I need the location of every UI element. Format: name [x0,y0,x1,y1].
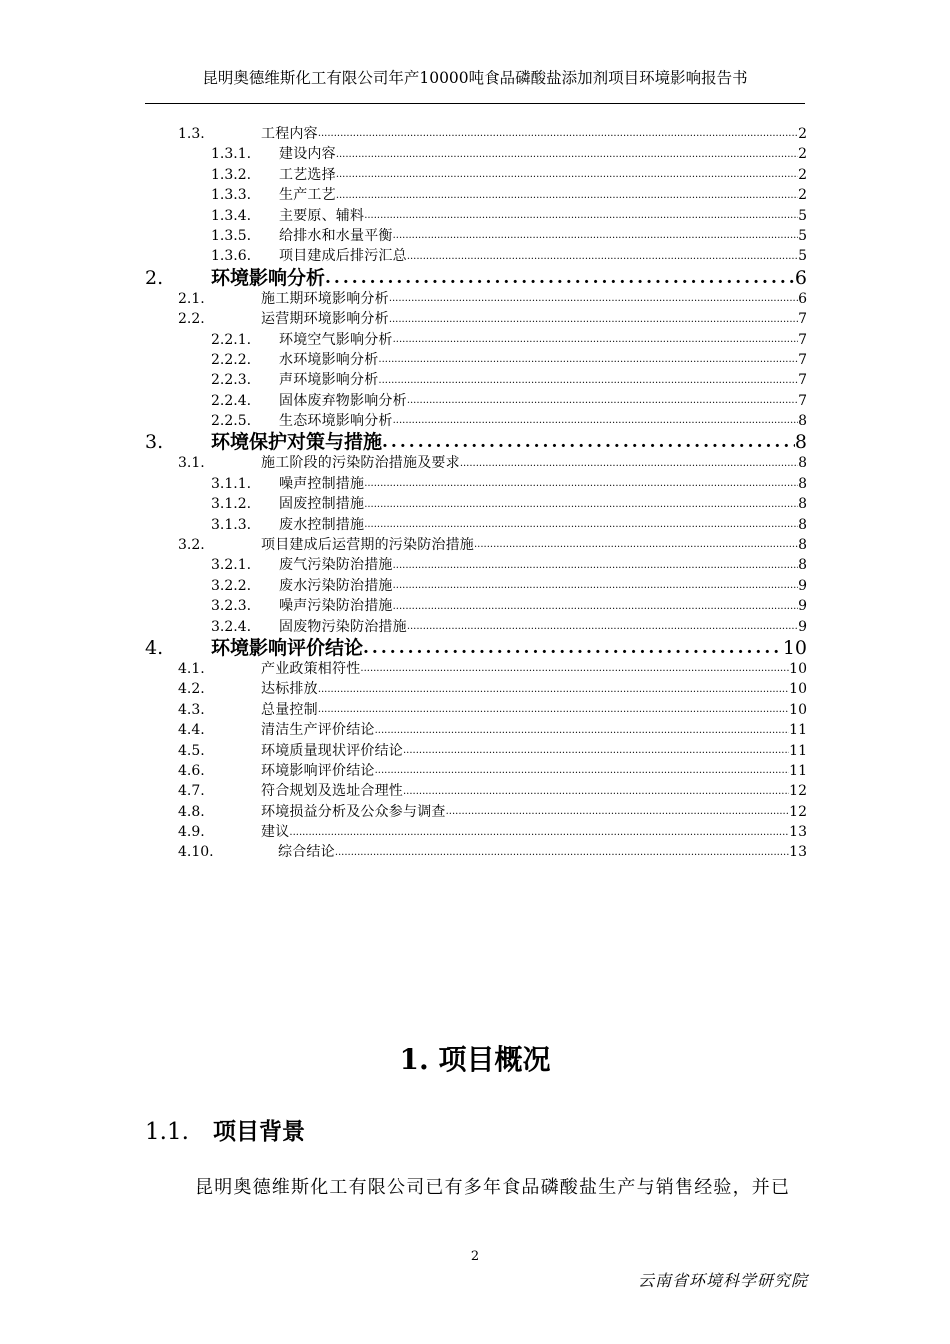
toc-dot-leader [446,805,790,822]
toc-entry-number: 2.1. [178,290,205,307]
toc-entry-number: 1.3. [178,125,205,142]
toc-entry-title: 建设内容 [279,146,336,163]
toc-entry-title: 清洁生产评价结论 [261,722,375,739]
toc-entry-number: 4.2. [178,681,205,698]
toc-entry[interactable] [145,474,807,494]
toc-entry-page: 11 [789,742,807,759]
toc-entry-number: 4.4. [178,722,205,739]
toc-entry-page: 7 [798,372,807,389]
toc-entry-title: 运营期环境影响分析 [261,311,389,328]
toc-entry-page: 10 [789,681,807,698]
toc-entry-title: 废水控制措施 [279,516,365,533]
toc-entry[interactable] [145,246,807,266]
toc-entry-title: 声环境影响分析 [279,372,379,389]
toc-entry[interactable] [145,267,807,289]
toc-entry-number: 3.2.3. [211,598,252,615]
toc-dot-leader [289,826,789,843]
toc-entry-number: 3.1.3. [211,516,252,533]
toc-entry-title: 废水污染防治措施 [279,577,393,594]
toc-entry-page: 2 [798,187,807,204]
toc-entry-page: 11 [789,762,807,779]
toc-dot-leader [325,269,795,289]
toc-entry-number: 2. [145,266,164,289]
toc-entry-page: 7 [798,311,807,328]
toc-entry[interactable] [145,370,807,390]
toc-entry[interactable] [145,494,807,514]
toc-entry-page: 5 [798,248,807,265]
toc-entry-page: 8 [798,516,807,533]
toc-entry-title: 噪声控制措施 [279,475,365,492]
toc-entry[interactable] [145,144,807,164]
toc-entry-page: 8 [798,413,807,430]
toc-entry-page: 2 [798,146,807,163]
toc-dot-leader [407,250,798,267]
toc-dot-leader [363,639,783,659]
toc-dot-leader [460,457,798,474]
toc-entry-number: 1.3.5. [211,227,252,244]
toc-entry-page: 12 [789,803,807,820]
toc-entry-title: 固体废弃物影响分析 [279,392,407,409]
toc-entry-title: 施工期环境影响分析 [261,290,389,307]
toc-entry[interactable] [145,637,807,659]
toc-dot-leader [318,683,789,700]
toc-entry-title: 环境影响评价结论 [211,636,364,659]
toc-entry-title: 噪声污染防治措施 [279,598,393,615]
toc-entry-number: 1.3.1. [211,146,252,163]
toc-entry[interactable] [145,431,807,453]
toc-dot-leader [393,333,798,350]
toc-entry-page: 10 [782,636,807,659]
toc-entry[interactable] [145,761,807,781]
toc-entry-page: 8 [798,475,807,492]
table-of-contents [145,124,807,863]
toc-entry-title: 环境保护对策与措施 [211,431,383,454]
toc-entry-page: 6 [798,290,807,307]
toc-entry-title: 生态环境影响分析 [279,413,393,430]
toc-entry-page: 8 [798,455,807,472]
body-paragraph: 昆明奥德维斯化工有限公司已有多年食品磷酸盐生产与销售经验，并已 [195,1177,791,1198]
toc-dot-leader [360,662,789,679]
toc-entry-number: 3.2.2. [211,577,252,594]
toc-dot-leader [364,477,798,494]
toc-entry-page: 13 [789,844,807,861]
toc-entry[interactable] [145,453,807,473]
toc-entry-page: 2 [798,125,807,142]
toc-entry-title: 环境质量现状评价结论 [261,742,403,759]
toc-entry-number: 2.2.2. [211,351,252,368]
toc-dot-leader [389,313,798,330]
toc-entry[interactable] [145,741,807,761]
toc-entry[interactable] [145,700,807,720]
toc-entry-number: 3. [145,431,164,454]
section-title: 项目背景 [213,1118,305,1145]
toc-dot-leader [393,229,798,246]
toc-entry-page: 5 [798,207,807,224]
toc-entry-page: 8 [798,496,807,513]
toc-entry-title: 固废物污染防治措施 [279,618,407,635]
toc-entry-page: 7 [798,392,807,409]
toc-entry-number: 3.2.1. [211,557,252,574]
toc-entry-title: 项目建成后运营期的污染防治措施 [261,537,474,554]
toc-dot-leader [403,744,789,761]
section-number: 1.1. [145,1119,189,1145]
toc-dot-leader [389,292,798,309]
toc-entry-page: 8 [794,431,807,454]
toc-entry[interactable] [145,617,807,637]
toc-entry-title: 工程内容 [261,125,318,142]
toc-entry[interactable] [145,226,807,246]
toc-dot-leader [336,148,798,165]
toc-dot-leader [393,414,798,431]
toc-dot-leader [403,785,789,802]
toc-entry-title: 主要原、辅料 [279,207,365,224]
toc-entry-page: 9 [798,577,807,594]
toc-dot-leader [364,209,798,226]
footer-organization: 云南省环境科学研究院 [637,1271,808,1290]
header-title: 昆明奥德维斯化工有限公司年产10000吨食品磷酸盐添加剂项目环境影响报告书 [202,69,748,87]
toc-entry-title: 产业政策相符性 [261,660,361,677]
toc-entry[interactable] [145,596,807,616]
toc-dot-leader [318,703,789,720]
toc-dot-leader [364,498,798,515]
toc-entry-page: 8 [798,557,807,574]
toc-entry-number: 4.5. [178,742,205,759]
toc-entry-title: 环境影响评价结论 [261,762,375,779]
toc-entry-page: 5 [798,227,807,244]
toc-dot-leader [393,600,798,617]
toc-dot-leader [336,189,798,206]
toc-entry[interactable] [145,720,807,740]
toc-entry-page: 12 [789,783,807,800]
toc-entry-number: 4.10. [178,844,214,861]
toc-entry[interactable] [145,391,807,411]
toc-entry-page: 11 [789,722,807,739]
toc-entry-number: 3.2.4. [211,618,252,635]
toc-entry[interactable] [145,411,807,431]
toc-dot-leader [407,620,798,637]
toc-entry-number: 4.7. [178,783,205,800]
toc-entry-page: 2 [798,166,807,183]
toc-entry[interactable] [145,515,807,535]
toc-entry-number: 3.1.1. [211,475,252,492]
toc-entry-number: 4.8. [178,803,205,820]
toc-entry-title: 综合结论 [278,844,335,861]
toc-entry-title: 给排水和水量平衡 [279,227,393,244]
toc-entry-page: 10 [789,701,807,718]
toc-entry[interactable] [145,289,807,309]
page-number: 2 [470,1249,480,1264]
toc-entry[interactable] [145,781,807,801]
toc-entry[interactable] [145,576,807,596]
toc-entry-number: 1.3.2. [211,166,252,183]
toc-entry-number: 4.1. [178,660,205,677]
toc-entry-page: 13 [789,824,807,841]
toc-dot-leader [364,518,798,535]
toc-dot-leader [336,168,798,185]
toc-entry-title: 水环境影响分析 [279,351,379,368]
toc-entry-number: 4. [145,636,164,659]
toc-entry-title: 建议 [261,824,290,841]
toc-dot-leader [378,374,798,391]
toc-entry-page: 9 [798,598,807,615]
toc-dot-leader [407,394,798,411]
toc-entry-number: 1.3.4. [211,207,252,224]
toc-entry-title: 工艺选择 [279,166,336,183]
toc-entry-number: 2.2. [178,311,205,328]
toc-entry[interactable] [145,309,807,329]
toc-entry-number: 2.2.1. [211,331,252,348]
toc-entry[interactable] [145,679,807,699]
toc-dot-leader [335,846,789,863]
toc-entry[interactable] [145,659,807,679]
toc-entry-number: 4.3. [178,701,205,718]
toc-entry[interactable] [145,350,807,370]
toc-entry-number: 2.2.4. [211,392,252,409]
toc-entry-title: 环境空气影响分析 [279,331,393,348]
toc-entry-title: 生产工艺 [279,187,336,204]
toc-entry-title: 达标排放 [261,681,318,698]
toc-dot-leader [393,579,798,596]
toc-entry[interactable] [145,206,807,226]
toc-entry-number: 4.9. [178,824,205,841]
toc-dot-leader [474,538,798,555]
toc-dot-leader [378,353,798,370]
toc-entry[interactable] [145,535,807,555]
toc-entry-title: 项目建成后排污汇总 [279,248,407,265]
toc-entry[interactable] [145,555,807,575]
toc-entry[interactable] [145,802,807,822]
toc-entry-title: 符合规划及选址合理性 [261,783,403,800]
toc-dot-leader [375,764,790,781]
toc-entry[interactable] [145,843,807,863]
toc-entry-page: 8 [798,537,807,554]
toc-entry-title: 固废控制措施 [279,496,365,513]
toc-entry[interactable] [145,185,807,205]
toc-entry[interactable] [145,124,807,144]
toc-entry-number: 3.2. [178,537,205,554]
toc-entry-page: 7 [798,331,807,348]
toc-entry[interactable] [145,822,807,842]
toc-entry-page: 9 [798,618,807,635]
toc-entry-title: 施工阶段的污染防治措施及要求 [261,455,460,472]
toc-entry-number: 3.1.2. [211,496,252,513]
toc-entry-title: 环境损益分析及公众参与调查 [261,803,446,820]
chapter-heading: 1. 项目概况 [399,1043,551,1076]
toc-entry-number: 2.2.5. [211,413,252,430]
toc-entry-number: 4.6. [178,762,205,779]
section-heading [145,1113,305,1146]
toc-entry-number: 2.2.3. [211,372,252,389]
toc-entry-title: 环境影响分析 [211,266,326,289]
toc-dot-leader [375,724,790,741]
toc-entry-number: 1.3.3. [211,187,252,204]
toc-entry[interactable] [145,165,807,185]
toc-dot-leader [393,559,798,576]
toc-entry-page: 7 [798,351,807,368]
toc-dot-leader [318,127,798,144]
toc-entry-number: 1.3.6. [211,248,252,265]
toc-entry-number: 3.1. [178,455,205,472]
toc-entry-page: 10 [789,660,807,677]
toc-entry-title: 总量控制 [261,701,318,718]
toc-entry[interactable] [145,330,807,350]
toc-dot-leader [382,433,795,453]
header-divider [145,103,805,104]
toc-entry-page: 6 [794,266,807,289]
toc-entry-title: 废气污染防治措施 [279,557,393,574]
